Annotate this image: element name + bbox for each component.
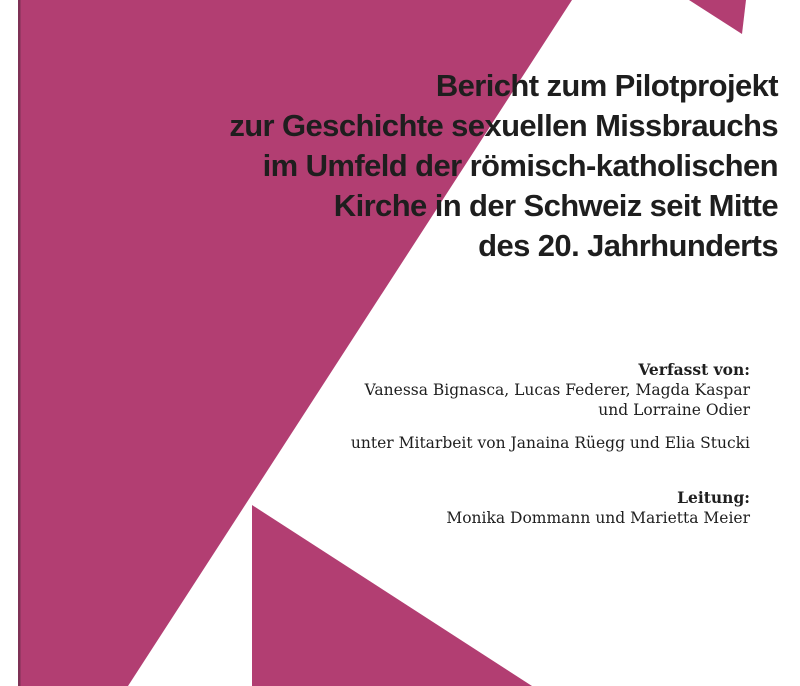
report-title-line-3: im Umfeld der römisch-katholischen [262, 148, 778, 183]
report-title-line-1: Bericht zum Pilotprojekt [435, 68, 778, 103]
authors-line-2: und Lorraine Odier [598, 401, 750, 419]
report-title-line-5: des 20. Jahrhunderts [478, 228, 778, 263]
authors-line-1: Vanessa Bignasca, Lucas Federer, Magda Kaspar [364, 381, 750, 399]
leitung-label: Leitung: [677, 488, 750, 507]
bottom-right-triangle [252, 505, 532, 686]
mitarbeit-group [351, 433, 750, 453]
report-title [229, 66, 778, 266]
leitung-group [351, 488, 750, 528]
top-right-triangle [689, 0, 746, 34]
leitung-names: Monika Dommann und Marietta Meier [446, 509, 750, 527]
report-title-line-2: zur Geschichte sexuellen Missbrauchs [229, 108, 778, 143]
left-edge-line [18, 0, 21, 686]
authors-group [351, 360, 750, 420]
mitarbeit-line: unter Mitarbeit von Janaina Rüegg und Elia Stucki [350, 434, 750, 452]
verfasst-von-label: Verfasst von: [638, 360, 750, 379]
report-title-line-4: Kirche in der Schweiz seit Mitte [333, 188, 778, 223]
credits-block [351, 360, 750, 528]
